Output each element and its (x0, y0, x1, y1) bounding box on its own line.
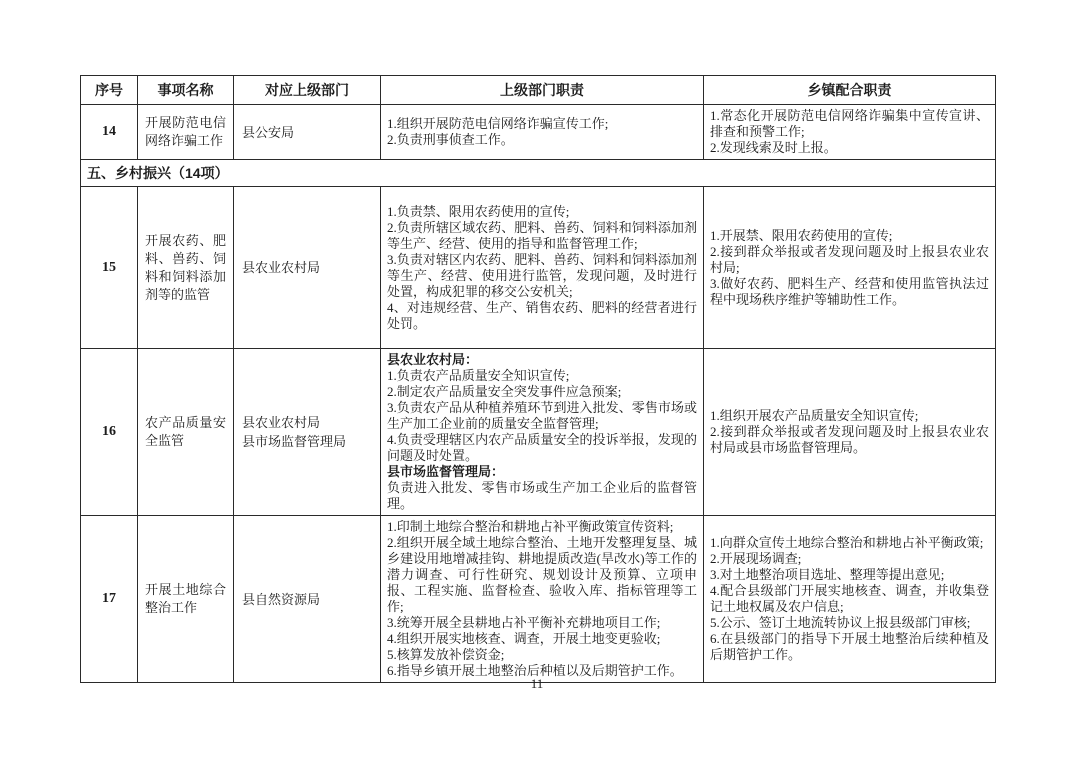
duty-line: 2.接到群众举报或者发现问题及时上报县农业农村局; (710, 243, 989, 275)
duty-line: 2.负责刑事侦查工作。 (387, 132, 514, 147)
duty-line: 2.组织开展全域土地综合整治、土地开发整理复垦、城乡建设用地增减挂钩、耕地提质改造(旱改水)等工作的潜力调查、可行性研究、规划设计及预算、立项申报、工程实施、监督检查、验收入库、指标管理等工作; (387, 535, 697, 614)
department-cell (234, 187, 381, 349)
item-name: 开展农药、肥料、兽药、饲料和饲料添加剂等的监管 (138, 187, 234, 349)
col-header-item-name: 事项名称 (138, 76, 234, 105)
duty-line: 2.发现线索及时上报。 (710, 140, 837, 155)
row-number: 16 (81, 349, 138, 516)
page-number: 11 (530, 676, 544, 691)
duty-line: 4.配合县级部门开展实地核查、调查，并收集登记土地权属及农户信息; (710, 583, 989, 614)
duty-subheading: 县市场监督管理局： (387, 464, 505, 479)
duty-line: 4.负责受理辖区内农产品质量安全的投诉举报，发现的问题及时处置。 (387, 432, 697, 463)
col-header-department: 对应上级部门 (234, 76, 381, 105)
duty-line: 6.指导乡镇开展土地整治后种植以及后期管护工作。 (387, 663, 683, 678)
item-name: 农产品质量安全监管 (138, 349, 234, 516)
duty-line: 1.负责禁、限用农药使用的宣传; (387, 203, 570, 219)
duty-line: 2.负责所辖区域农药、肥料、兽药、饲料和饲料添加剂等生产、经营、使用的指导和监督管理工作; (387, 219, 697, 251)
duty-line: 3.统筹开展全县耕地占补平衡补充耕地项目工作; (387, 615, 661, 630)
duty-line: 3.对土地整治项目选址、整理等提出意见; (710, 567, 945, 582)
township-duties-cell (704, 187, 996, 349)
department-cell (234, 105, 381, 160)
table-row (81, 516, 996, 683)
row-number: 17 (81, 516, 138, 683)
item-name: 开展防范电信网络诈骗工作 (138, 105, 234, 160)
table-row (81, 349, 996, 516)
duty-line: 1.印制土地综合整治和耕地占补平衡政策宣传资料; (387, 519, 674, 534)
duty-line: 3.负责农产品从种植养殖环节到进入批发、零售市场或生产加工企业前的质量安全监督管理; (387, 400, 697, 431)
township-duties-cell (704, 349, 996, 516)
duty-line: 1.向群众宣传土地综合整治和耕地占补平衡政策; (710, 535, 984, 550)
duty-line: 3.负责对辖区内农药、肥料、兽药、饲料和饲料添加剂等生产、经营、使用进行监管，发现问题，及时进行处置，构成犯罪的移交公安机关; (387, 251, 697, 299)
department-cell (234, 516, 381, 683)
duty-line: 5.核算发放补偿资金; (387, 647, 505, 662)
superior-duties-cell (381, 105, 704, 160)
item-name: 开展土地综合整治工作 (138, 516, 234, 683)
table-row (81, 105, 996, 160)
duty-line: 3.做好农药、肥料生产、经营和使用监管执法过程中现场秩序维护等辅助性工作。 (710, 275, 989, 307)
duty-line: 1.开展禁、限用农药使用的宣传; (710, 227, 893, 243)
duty-subheading: 县农业农村局： (387, 352, 479, 367)
row-number: 15 (81, 187, 138, 349)
table-row (81, 187, 996, 349)
township-duties-cell (704, 516, 996, 683)
responsibility-table (80, 75, 996, 683)
duty-line: 负责进入批发、零售市场或生产加工企业后的监督管理。 (387, 480, 697, 511)
table-header-row (81, 76, 996, 105)
duty-line: 2.开展现场调查; (710, 551, 802, 566)
department: 县公安局 (242, 124, 295, 140)
col-header-superior-duties: 上级部门职责 (381, 76, 704, 105)
superior-duties-cell (381, 349, 704, 516)
duty-line: 1.组织开展农产品质量安全知识宣传; (710, 408, 919, 423)
department: 县农业农村局 (242, 260, 321, 275)
section-header-row (81, 160, 996, 187)
duty-line: 2.接到群众举报或者发现问题及时上报县农业农村局或县市场监督管理局。 (710, 424, 989, 455)
department: 县农业农村局 (242, 415, 321, 430)
duty-line: 4、对违规经营、生产、销售农药、肥料的经营者进行处罚。 (387, 299, 697, 331)
duty-line: 1.负责农产品质量安全知识宣传; (387, 368, 570, 383)
duty-line: 4.组织开展实地核查、调查，开展土地变更验收; (387, 631, 661, 646)
duty-line: 5.公示、签订土地流转协议上报县级部门审核; (710, 615, 971, 630)
duty-line: 1.组织开展防范电信网络诈骗宣传工作; (387, 116, 609, 131)
superior-duties-cell (381, 187, 704, 349)
duty-line: 2.制定农产品质量安全突发事件应急预案; (387, 384, 622, 399)
col-header-township-duties: 乡镇配合职责 (704, 76, 996, 105)
duty-line: 6.在县级部门的指导下开展土地整治后续种植及后期管护工作。 (710, 631, 989, 662)
department: 县自然资源局 (242, 591, 321, 607)
township-duties-cell (704, 105, 996, 160)
col-header-number: 序号 (81, 76, 138, 105)
duty-line: 1.常态化开展防范电信网络诈骗集中宣传宣讲、排查和预警工作; (710, 108, 989, 139)
row-number: 14 (81, 105, 138, 160)
superior-duties-cell (381, 516, 704, 683)
department-cell (234, 349, 381, 516)
department: 县市场监督管理局 (242, 434, 347, 449)
section-header: 五、乡村振兴（14项） (81, 160, 996, 187)
